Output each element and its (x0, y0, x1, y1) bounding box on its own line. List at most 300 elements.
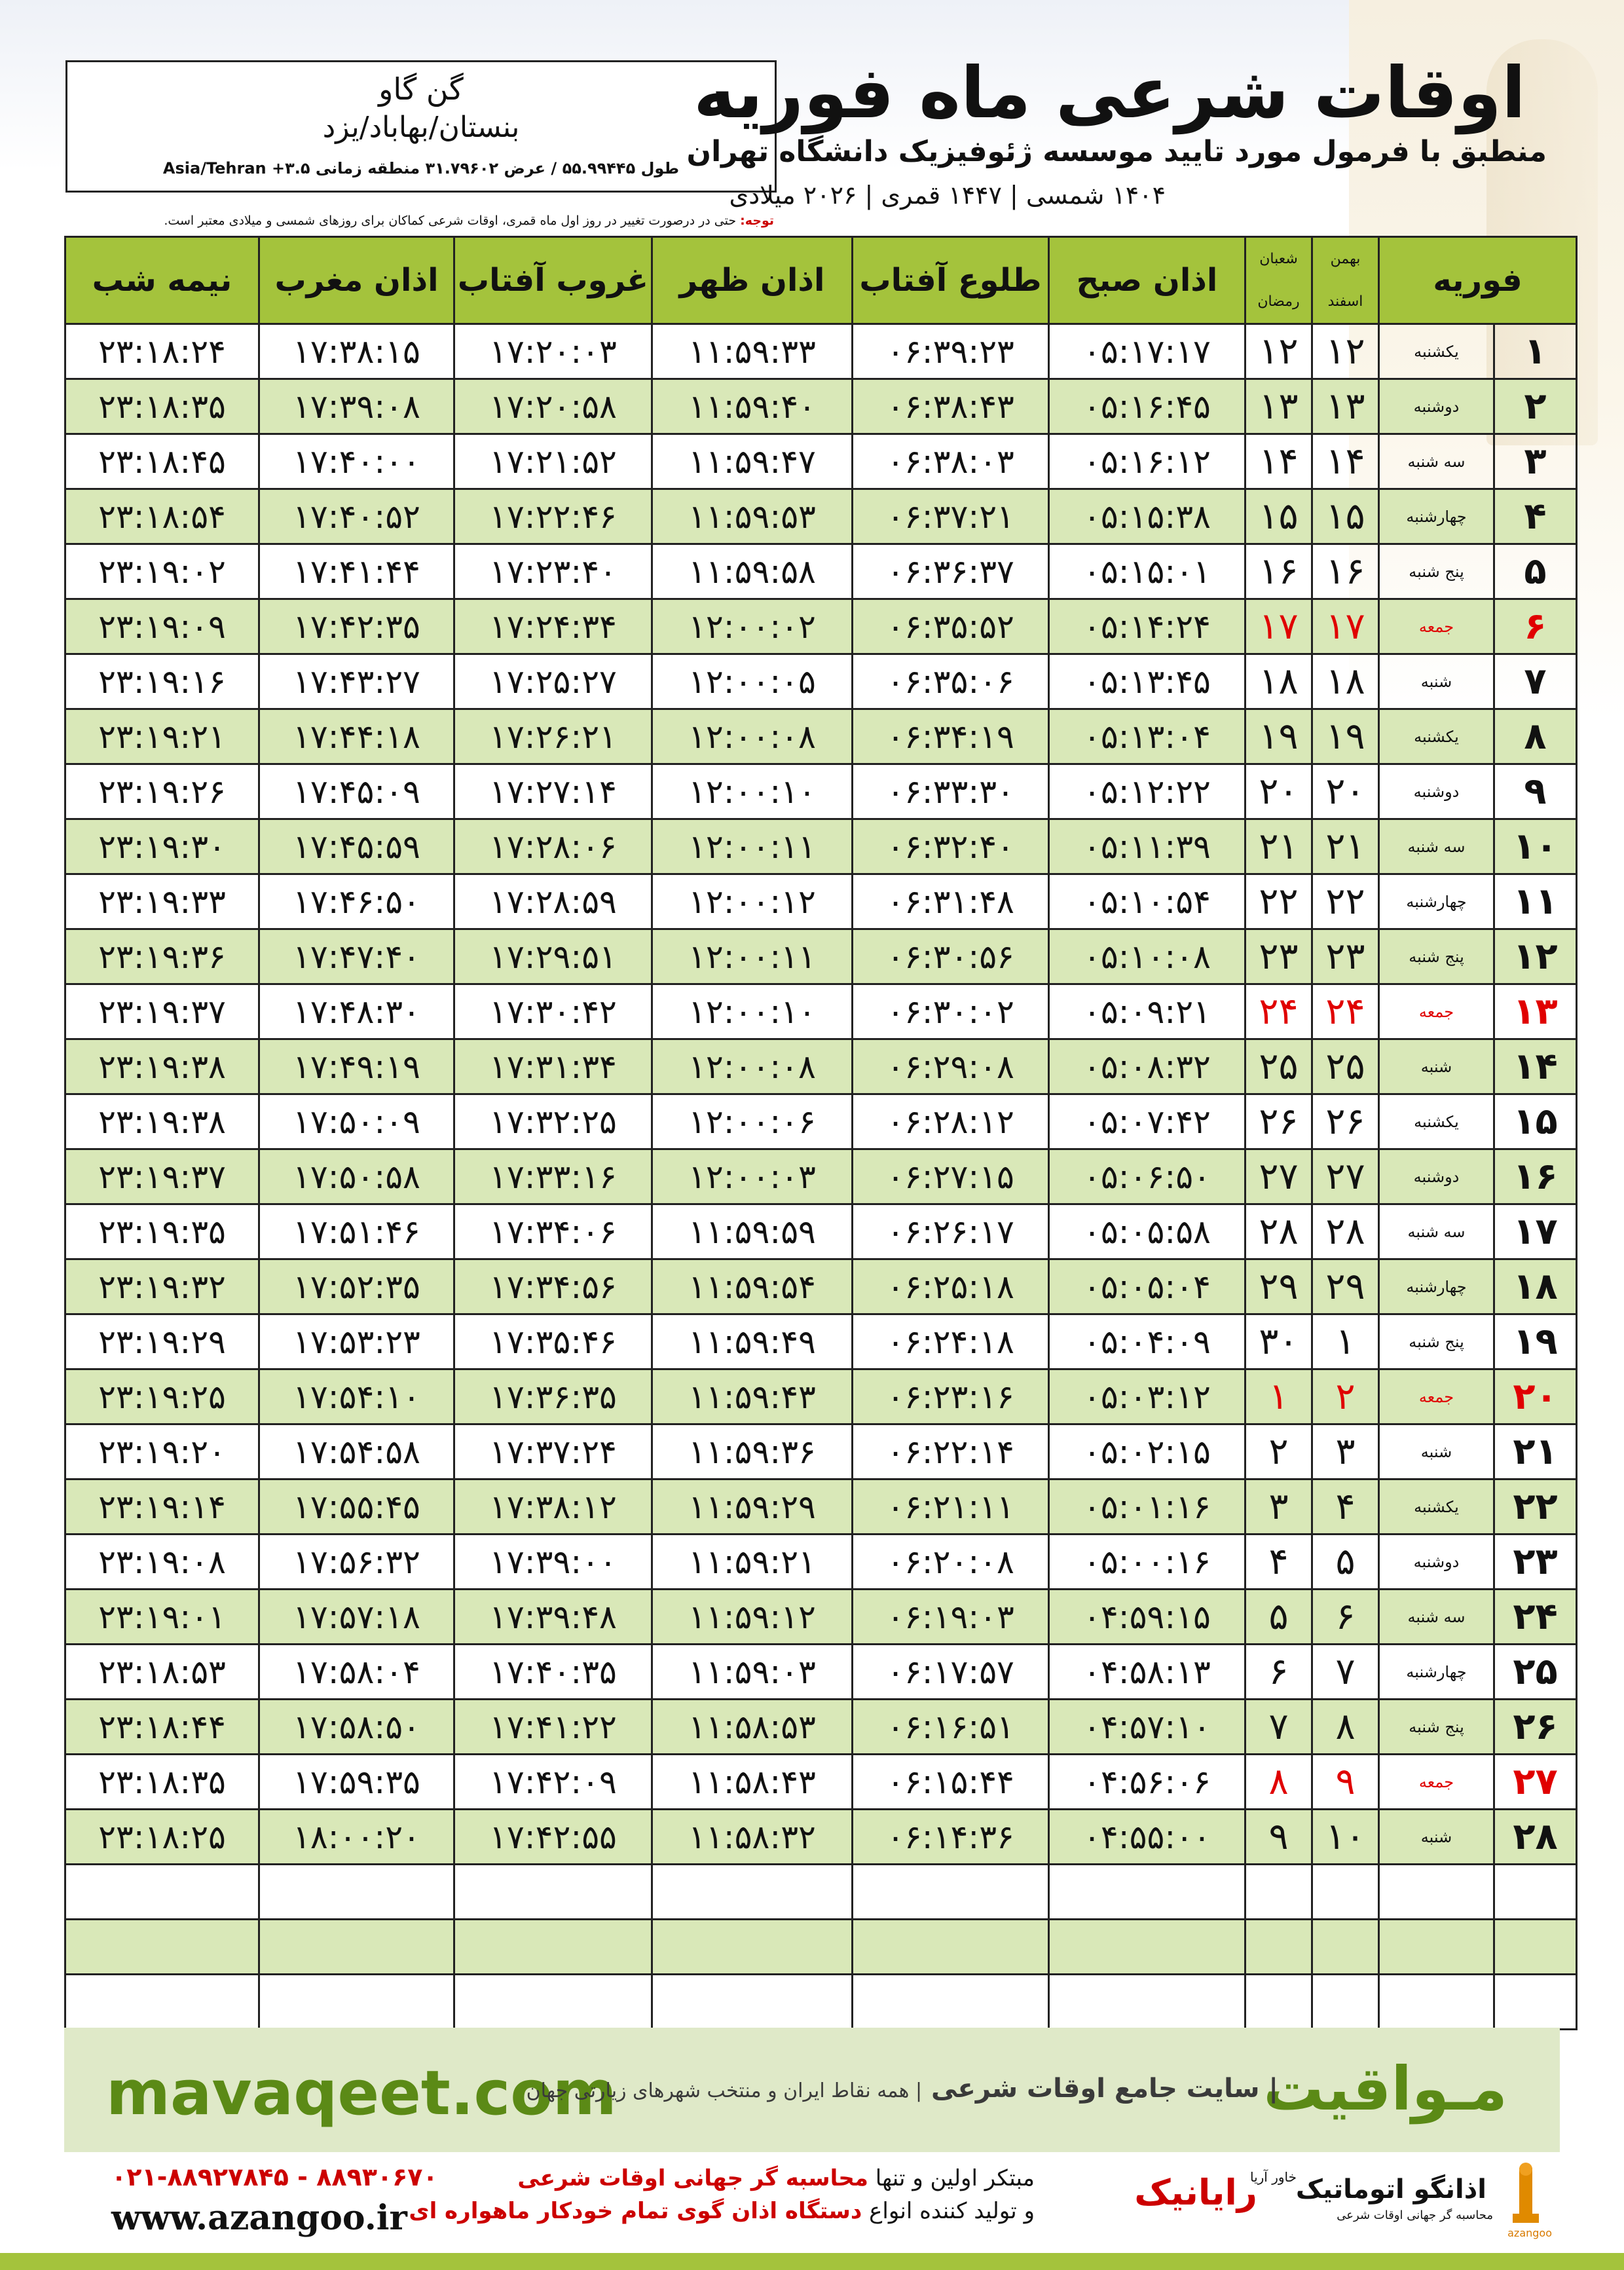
midnight-time: ۲۳:۱۸:۳۵ (65, 1755, 259, 1810)
empty-cell (1312, 1920, 1379, 1975)
weekday: دوشنبه (1379, 1149, 1494, 1204)
day-number: ۱۲ (1494, 929, 1577, 984)
footer-phone: ۰۲۱-۸۸۹۲۷۸۴۵ - ۸۸۹۳۰۶۷۰ (111, 2163, 438, 2191)
note-label: توجه: (740, 214, 774, 228)
solar-day: ۲۸ (1312, 1204, 1379, 1259)
sunset-time: ۱۷:۲۴:۳۴ (454, 599, 652, 654)
lunar-day: ۳ (1246, 1479, 1312, 1535)
lunar-day: ۴ (1246, 1535, 1312, 1590)
lunar-day: ۲۷ (1246, 1149, 1312, 1204)
table-row (65, 1479, 1577, 1535)
fajr-time: ۰۵:۱۰:۰۸ (1049, 929, 1246, 984)
sunset-time: ۱۷:۳۵:۴۶ (454, 1314, 652, 1369)
table-row (65, 1645, 1577, 1700)
fajr-time: ۰۵:۱۵:۳۸ (1049, 489, 1246, 544)
dhuhr-time: ۱۱:۵۹:۴۷ (652, 434, 853, 489)
fajr-time: ۰۵:۰۹:۲۱ (1049, 984, 1246, 1039)
prayer-times-table-wrap (64, 236, 1560, 2030)
note-text: حتی در درصورت تغییر در روز اول ماه قمری، اوقات شرعی کماکان برای روزهای شمسی و میلادی معتبر است. (164, 214, 741, 228)
weekday: چهارشنبه (1379, 1259, 1494, 1314)
day-number: ۱۷ (1494, 1204, 1577, 1259)
sunset-time: ۱۷:۲۶:۲۱ (454, 709, 652, 764)
solar-day: ۲۹ (1312, 1259, 1379, 1314)
weekday: دوشنبه (1379, 764, 1494, 819)
maghrib-time: ۱۷:۵۵:۴۵ (259, 1479, 454, 1535)
lunar-day: ۱۵ (1246, 489, 1312, 544)
col-fajr: اذان صبح (1049, 237, 1246, 324)
weekday: یکشنبه (1379, 324, 1494, 379)
sunrise-time: ۰۶:۲۰:۰۸ (853, 1535, 1049, 1590)
empty-cell (1379, 1865, 1494, 1920)
col-month: فوریه (1379, 237, 1577, 324)
lunar-day: ۲۱ (1246, 819, 1312, 874)
dhuhr-time: ۱۱:۵۹:۵۳ (652, 489, 853, 544)
table-row (65, 874, 1577, 929)
maghrib-time: ۱۷:۵۴:۵۸ (259, 1424, 454, 1479)
note (67, 214, 774, 228)
fajr-time: ۰۴:۵۸:۱۳ (1049, 1645, 1246, 1700)
table-row (65, 544, 1577, 599)
lunar-day: ۱۹ (1246, 709, 1312, 764)
fajr-time: ۰۵:۰۶:۵۰ (1049, 1149, 1246, 1204)
day-number: ۱۵ (1494, 1094, 1577, 1149)
col-solar-bottom: اسفند (1327, 293, 1363, 310)
sunset-time: ۱۷:۳۳:۱۶ (454, 1149, 652, 1204)
weekday: سه شنبه (1379, 819, 1494, 874)
fajr-time: ۰۴:۵۵:۰۰ (1049, 1810, 1246, 1865)
table-row (65, 489, 1577, 544)
table-row (65, 324, 1577, 379)
midnight-time: ۲۳:۱۹:۳۲ (65, 1259, 259, 1314)
table-row (65, 1535, 1577, 1590)
day-number: ۹ (1494, 764, 1577, 819)
maghrib-time: ۱۷:۵۰:۰۹ (259, 1094, 454, 1149)
midnight-time: ۲۳:۱۹:۳۰ (65, 819, 259, 874)
day-number: ۱۳ (1494, 984, 1577, 1039)
sunset-time: ۱۷:۴۲:۵۵ (454, 1810, 652, 1865)
empty-cell (1246, 1920, 1312, 1975)
sunrise-time: ۰۶:۳۵:۰۶ (853, 654, 1049, 709)
weekday: چهارشنبه (1379, 489, 1494, 544)
maghrib-time: ۱۷:۴۲:۳۵ (259, 599, 454, 654)
dhuhr-time: ۱۱:۵۹:۳۶ (652, 1424, 853, 1479)
fajr-time: ۰۵:۰۲:۱۵ (1049, 1424, 1246, 1479)
sunset-time: ۱۷:۲۷:۱۴ (454, 764, 652, 819)
fajr-time: ۰۵:۱۳:۴۵ (1049, 654, 1246, 709)
solar-day: ۱۲ (1312, 324, 1379, 379)
solar-day: ۱ (1312, 1314, 1379, 1369)
midnight-time: ۲۳:۱۹:۳۵ (65, 1204, 259, 1259)
midnight-time: ۲۳:۱۹:۲۹ (65, 1314, 259, 1369)
weekday: سه شنبه (1379, 1590, 1494, 1645)
weekday: دوشنبه (1379, 379, 1494, 434)
table-row (65, 599, 1577, 654)
rayanik-logo-sub: خاور آریا (1249, 2169, 1297, 2185)
table-row (65, 1755, 1577, 1810)
sunset-time: ۱۷:۲۳:۴۰ (454, 544, 652, 599)
banner-url[interactable]: mavaqeet.com (106, 2058, 617, 2129)
day-number: ۲۴ (1494, 1590, 1577, 1645)
weekday: پنج شنبه (1379, 929, 1494, 984)
sunset-time: ۱۷:۲۹:۵۱ (454, 929, 652, 984)
sunrise-time: ۰۶:۲۶:۱۷ (853, 1204, 1049, 1259)
midnight-time: ۲۳:۱۹:۲۶ (65, 764, 259, 819)
table-row (65, 1039, 1577, 1094)
weekday: شنبه (1379, 654, 1494, 709)
lunar-day: ۱۲ (1246, 324, 1312, 379)
solar-day: ۵ (1312, 1535, 1379, 1590)
day-number: ۲۰ (1494, 1369, 1577, 1424)
weekday: جمعه (1379, 599, 1494, 654)
weekday: شنبه (1379, 1039, 1494, 1094)
footer-desc-2a: و تولید کننده انواع (862, 2198, 1035, 2224)
sunset-time: ۱۷:۲۰:۵۸ (454, 379, 652, 434)
midnight-time: ۲۳:۱۸:۴۵ (65, 434, 259, 489)
dhuhr-time: ۱۱:۵۹:۲۱ (652, 1535, 853, 1590)
solar-day: ۴ (1312, 1479, 1379, 1535)
solar-day: ۱۶ (1312, 544, 1379, 599)
midnight-time: ۲۳:۱۸:۴۴ (65, 1700, 259, 1755)
website-banner (64, 2028, 1560, 2152)
empty-cell (1494, 1920, 1577, 1975)
maghrib-time: ۱۷:۴۳:۲۷ (259, 654, 454, 709)
banner-tagline (526, 2074, 1278, 2104)
maghrib-time: ۱۷:۳۹:۰۸ (259, 379, 454, 434)
solar-day: ۱۵ (1312, 489, 1379, 544)
fajr-time: ۰۵:۰۷:۴۲ (1049, 1094, 1246, 1149)
sunset-time: ۱۷:۲۲:۴۶ (454, 489, 652, 544)
sunrise-time: ۰۶:۲۱:۱۱ (853, 1479, 1049, 1535)
dhuhr-time: ۱۱:۵۹:۵۴ (652, 1259, 853, 1314)
dhuhr-time: ۱۱:۵۹:۴۹ (652, 1314, 853, 1369)
sunset-time: ۱۷:۲۱:۵۲ (454, 434, 652, 489)
table-row (65, 1314, 1577, 1369)
sunrise-time: ۰۶:۱۴:۳۶ (853, 1810, 1049, 1865)
lunar-day: ۲۲ (1246, 874, 1312, 929)
sunset-time: ۱۷:۳۹:۴۸ (454, 1590, 652, 1645)
fajr-time: ۰۵:۱۲:۲۲ (1049, 764, 1246, 819)
empty-cell (1379, 1920, 1494, 1975)
fajr-time: ۰۵:۱۴:۲۴ (1049, 599, 1246, 654)
table-row (65, 379, 1577, 434)
weekday: شنبه (1379, 1810, 1494, 1865)
dhuhr-time: ۱۲:۰۰:۰۵ (652, 654, 853, 709)
maghrib-time: ۱۷:۵۰:۵۸ (259, 1149, 454, 1204)
solar-day: ۱۷ (1312, 599, 1379, 654)
midnight-time: ۲۳:۱۹:۰۹ (65, 599, 259, 654)
maghrib-time: ۱۷:۵۸:۰۴ (259, 1645, 454, 1700)
weekday: پنج شنبه (1379, 1314, 1494, 1369)
col-solar-month (1312, 237, 1379, 324)
page-title: اوقات شرعی ماه فوریه (693, 52, 1526, 134)
lunar-day: ۲۵ (1246, 1039, 1312, 1094)
sunrise-time: ۰۶:۳۵:۵۲ (853, 599, 1049, 654)
col-sunrise: طلوع آفتاب (853, 237, 1049, 324)
maghrib-time: ۱۷:۴۶:۵۰ (259, 874, 454, 929)
lunar-day: ۲ (1246, 1424, 1312, 1479)
col-lunar-bottom: رمضان (1257, 293, 1300, 310)
day-number: ۲۸ (1494, 1810, 1577, 1865)
day-number: ۱۴ (1494, 1039, 1577, 1094)
fajr-time: ۰۵:۰۵:۰۴ (1049, 1259, 1246, 1314)
empty-cell (1049, 1975, 1246, 2030)
empty-row (65, 1975, 1577, 2030)
day-number: ۲۵ (1494, 1645, 1577, 1700)
sunset-time: ۱۷:۴۲:۰۹ (454, 1755, 652, 1810)
empty-cell (1049, 1865, 1246, 1920)
maghrib-time: ۱۷:۵۳:۲۳ (259, 1314, 454, 1369)
sunset-time: ۱۷:۳۰:۴۲ (454, 984, 652, 1039)
empty-cell (1246, 1975, 1312, 2030)
dhuhr-time: ۱۲:۰۰:۰۸ (652, 1039, 853, 1094)
midnight-time: ۲۳:۱۹:۲۰ (65, 1424, 259, 1479)
sunrise-time: ۰۶:۲۳:۱۶ (853, 1369, 1049, 1424)
dhuhr-time: ۱۱:۵۹:۵۸ (652, 544, 853, 599)
page-subtitle: منطبق با فرمول مورد تایید موسسه ژئوفیزیک دانشگاه تهران (686, 135, 1547, 168)
table-row (65, 1204, 1577, 1259)
table-row (65, 764, 1577, 819)
day-number: ۱ (1494, 324, 1577, 379)
sunset-time: ۱۷:۲۸:۰۶ (454, 819, 652, 874)
midnight-time: ۲۳:۱۹:۲۱ (65, 709, 259, 764)
maghrib-time: ۱۷:۴۴:۱۸ (259, 709, 454, 764)
empty-cell (853, 1920, 1049, 1975)
banner-tagline-small: | همه نقاط ایران و منتخب شهرهای زیارتی جهان (526, 2079, 923, 2102)
solar-day: ۱۳ (1312, 379, 1379, 434)
col-maghrib: اذان مغرب (259, 237, 454, 324)
col-dhuhr: اذان ظهر (652, 237, 853, 324)
maghrib-time: ۱۷:۵۸:۵۰ (259, 1700, 454, 1755)
sunset-time: ۱۷:۴۱:۲۲ (454, 1700, 652, 1755)
bottom-bar (0, 2253, 1624, 2270)
table-row (65, 654, 1577, 709)
midnight-time: ۲۳:۱۹:۳۷ (65, 1149, 259, 1204)
sunset-time: ۱۷:۳۸:۱۲ (454, 1479, 652, 1535)
empty-cell (259, 1920, 454, 1975)
day-number: ۱۶ (1494, 1149, 1577, 1204)
day-number: ۵ (1494, 544, 1577, 599)
empty-cell (652, 1920, 853, 1975)
rayanik-logo: رایانیک (1134, 2172, 1257, 2213)
footer-website[interactable]: www.azangoo.ir (111, 2198, 407, 2238)
maghrib-time: ۱۷:۳۸:۱۵ (259, 324, 454, 379)
lunar-day: ۲۶ (1246, 1094, 1312, 1149)
fajr-time: ۰۵:۱۶:۴۵ (1049, 379, 1246, 434)
sunrise-time: ۰۶:۳۴:۱۹ (853, 709, 1049, 764)
midnight-time: ۲۳:۱۹:۰۲ (65, 544, 259, 599)
sunrise-time: ۰۶:۳۰:۵۶ (853, 929, 1049, 984)
empty-cell (1049, 1920, 1246, 1975)
lunar-day: ۳۰ (1246, 1314, 1312, 1369)
empty-cell (65, 1920, 259, 1975)
location-region: بنستان/بهاباد/یزد (322, 111, 520, 144)
solar-day: ۱۸ (1312, 654, 1379, 709)
dhuhr-time: ۱۲:۰۰:۱۰ (652, 984, 853, 1039)
weekday: سه شنبه (1379, 434, 1494, 489)
maghrib-time: ۱۷:۴۵:۵۹ (259, 819, 454, 874)
prayer-times-table (64, 236, 1578, 2030)
sunrise-time: ۰۶:۳۸:۴۳ (853, 379, 1049, 434)
table-row (65, 1424, 1577, 1479)
weekday: یکشنبه (1379, 1094, 1494, 1149)
lunar-day: ۱ (1246, 1369, 1312, 1424)
sunset-time: ۱۷:۳۷:۲۴ (454, 1424, 652, 1479)
lunar-day: ۶ (1246, 1645, 1312, 1700)
minaret-logo-label: azangoo (1507, 2227, 1552, 2239)
dhuhr-time: ۱۱:۵۸:۵۳ (652, 1700, 853, 1755)
dhuhr-time: ۱۲:۰۰:۰۳ (652, 1149, 853, 1204)
midnight-time: ۲۳:۱۸:۳۵ (65, 379, 259, 434)
solar-day: ۲۱ (1312, 819, 1379, 874)
sunrise-time: ۰۶:۱۶:۵۱ (853, 1700, 1049, 1755)
location-box (65, 60, 777, 193)
weekday: دوشنبه (1379, 1535, 1494, 1590)
solar-day: ۱۹ (1312, 709, 1379, 764)
day-number: ۳ (1494, 434, 1577, 489)
footer-desc-line1 (517, 2165, 1035, 2191)
maghrib-time: ۱۷:۵۷:۱۸ (259, 1590, 454, 1645)
empty-cell (853, 1975, 1049, 2030)
dhuhr-time: ۱۱:۵۸:۴۳ (652, 1755, 853, 1810)
table-row (65, 1700, 1577, 1755)
sunrise-time: ۰۶:۳۰:۰۲ (853, 984, 1049, 1039)
solar-day: ۱۰ (1312, 1810, 1379, 1865)
table-row (65, 1259, 1577, 1314)
sunset-time: ۱۷:۳۹:۰۰ (454, 1535, 652, 1590)
dhuhr-time: ۱۱:۵۹:۱۲ (652, 1590, 853, 1645)
maghrib-time: ۱۷:۵۲:۳۵ (259, 1259, 454, 1314)
table-row (65, 929, 1577, 984)
empty-cell (1246, 1865, 1312, 1920)
fajr-time: ۰۴:۵۶:۰۶ (1049, 1755, 1246, 1810)
midnight-time: ۲۳:۱۹:۳۳ (65, 874, 259, 929)
lunar-day: ۹ (1246, 1810, 1312, 1865)
weekday: جمعه (1379, 1755, 1494, 1810)
midnight-time: ۲۳:۱۹:۰۸ (65, 1535, 259, 1590)
day-number: ۱۱ (1494, 874, 1577, 929)
solar-day: ۲۶ (1312, 1094, 1379, 1149)
day-number: ۱۰ (1494, 819, 1577, 874)
azangoo-logo-sub: محاسبه گر جهانی اوقات شرعی (1337, 2208, 1493, 2222)
table-row (65, 1149, 1577, 1204)
midnight-time: ۲۳:۱۹:۳۶ (65, 929, 259, 984)
empty-cell (652, 1975, 853, 2030)
midnight-time: ۲۳:۱۸:۲۵ (65, 1810, 259, 1865)
solar-day: ۲۵ (1312, 1039, 1379, 1094)
solar-day: ۸ (1312, 1700, 1379, 1755)
empty-cell (259, 1975, 454, 2030)
dhuhr-time: ۱۲:۰۰:۰۲ (652, 599, 853, 654)
sunrise-time: ۰۶:۳۱:۴۸ (853, 874, 1049, 929)
lunar-day: ۲۸ (1246, 1204, 1312, 1259)
sunrise-time: ۰۶:۳۷:۲۱ (853, 489, 1049, 544)
table-row (65, 434, 1577, 489)
midnight-time: ۲۳:۱۸:۲۴ (65, 324, 259, 379)
dhuhr-time: ۱۲:۰۰:۱۰ (652, 764, 853, 819)
table-row (65, 1369, 1577, 1424)
day-number: ۶ (1494, 599, 1577, 654)
dhuhr-time: ۱۲:۰۰:۱۱ (652, 819, 853, 874)
dhuhr-time: ۱۱:۵۹:۰۳ (652, 1645, 853, 1700)
dhuhr-time: ۱۱:۵۹:۲۹ (652, 1479, 853, 1535)
maghrib-time: ۱۷:۵۱:۴۶ (259, 1204, 454, 1259)
footer-desc-2b: دستگاه اذان گوی تمام خودکار ماهواره ای (409, 2198, 862, 2224)
sunset-time: ۱۷:۳۴:۰۶ (454, 1204, 652, 1259)
empty-cell (1312, 1975, 1379, 2030)
empty-cell (454, 1920, 652, 1975)
footer-desc-line2 (409, 2198, 1035, 2224)
day-number: ۲۱ (1494, 1424, 1577, 1479)
lunar-day: ۱۳ (1246, 379, 1312, 434)
sunset-time: ۱۷:۳۶:۳۵ (454, 1369, 652, 1424)
dhuhr-time: ۱۱:۵۹:۵۹ (652, 1204, 853, 1259)
dhuhr-time: ۱۱:۵۸:۳۲ (652, 1810, 853, 1865)
solar-day: ۳ (1312, 1424, 1379, 1479)
sunrise-time: ۰۶:۳۳:۳۰ (853, 764, 1049, 819)
fajr-time: ۰۵:۱۵:۰۱ (1049, 544, 1246, 599)
sunset-time: ۱۷:۲۸:۵۹ (454, 874, 652, 929)
azangoo-logo: اذانگو اتوماتیک (1295, 2174, 1486, 2205)
dhuhr-time: ۱۲:۰۰:۱۲ (652, 874, 853, 929)
table-row (65, 1094, 1577, 1149)
empty-cell (1494, 1975, 1577, 2030)
sunrise-time: ۰۶:۲۹:۰۸ (853, 1039, 1049, 1094)
table-row (65, 1810, 1577, 1865)
sunrise-time: ۰۶:۲۴:۱۸ (853, 1314, 1049, 1369)
lunar-day: ۸ (1246, 1755, 1312, 1810)
lunar-day: ۲۳ (1246, 929, 1312, 984)
footer-desc-1b: محاسبه گر جهانی اوقات شرعی (517, 2165, 868, 2191)
empty-row (65, 1865, 1577, 1920)
maghrib-time: ۱۷:۴۱:۴۴ (259, 544, 454, 599)
dhuhr-time: ۱۲:۰۰:۱۱ (652, 929, 853, 984)
sunset-time: ۱۷:۳۴:۵۶ (454, 1259, 652, 1314)
table-row (65, 709, 1577, 764)
empty-cell (1379, 1975, 1494, 2030)
table-row (65, 819, 1577, 874)
sunset-time: ۱۷:۳۲:۲۵ (454, 1094, 652, 1149)
solar-day: ۲۴ (1312, 984, 1379, 1039)
solar-day: ۲۰ (1312, 764, 1379, 819)
fajr-time: ۰۵:۱۶:۱۲ (1049, 434, 1246, 489)
empty-cell (853, 1865, 1049, 1920)
fajr-time: ۰۵:۰۵:۵۸ (1049, 1204, 1246, 1259)
weekday: یکشنبه (1379, 709, 1494, 764)
sunset-time: ۱۷:۲۰:۰۳ (454, 324, 652, 379)
lunar-day: ۲۹ (1246, 1259, 1312, 1314)
lunar-day: ۱۸ (1246, 654, 1312, 709)
location-coordinates: طول ۵۵.۹۹۴۴۵ / عرض ۳۱.۷۹۶۰۲ منطقه زمانی ۳.۵+ Asia/Tehran (162, 159, 680, 177)
midnight-time: ۲۳:۱۹:۱۶ (65, 654, 259, 709)
sunset-time: ۱۷:۴۰:۳۵ (454, 1645, 652, 1700)
day-number: ۲۳ (1494, 1535, 1577, 1590)
midnight-time: ۲۳:۱۹:۳۸ (65, 1039, 259, 1094)
sunrise-time: ۰۶:۱۷:۵۷ (853, 1645, 1049, 1700)
midnight-time: ۲۳:۱۹:۳۷ (65, 984, 259, 1039)
lunar-day: ۷ (1246, 1700, 1312, 1755)
day-number: ۲۲ (1494, 1479, 1577, 1535)
fajr-time: ۰۵:۰۸:۳۲ (1049, 1039, 1246, 1094)
maghrib-time: ۱۷:۴۵:۰۹ (259, 764, 454, 819)
sunrise-time: ۰۶:۳۹:۲۳ (853, 324, 1049, 379)
fajr-time: ۰۵:۰۱:۱۶ (1049, 1479, 1246, 1535)
sunrise-time: ۰۶:۳۲:۴۰ (853, 819, 1049, 874)
calendar-years: ۱۴۰۴ شمسی | ۱۴۴۷ قمری | ۲۰۲۶ میلادی (729, 181, 1166, 210)
solar-day: ۶ (1312, 1590, 1379, 1645)
lunar-day: ۲۴ (1246, 984, 1312, 1039)
solar-day: ۱۴ (1312, 434, 1379, 489)
sunset-time: ۱۷:۳۱:۳۴ (454, 1039, 652, 1094)
